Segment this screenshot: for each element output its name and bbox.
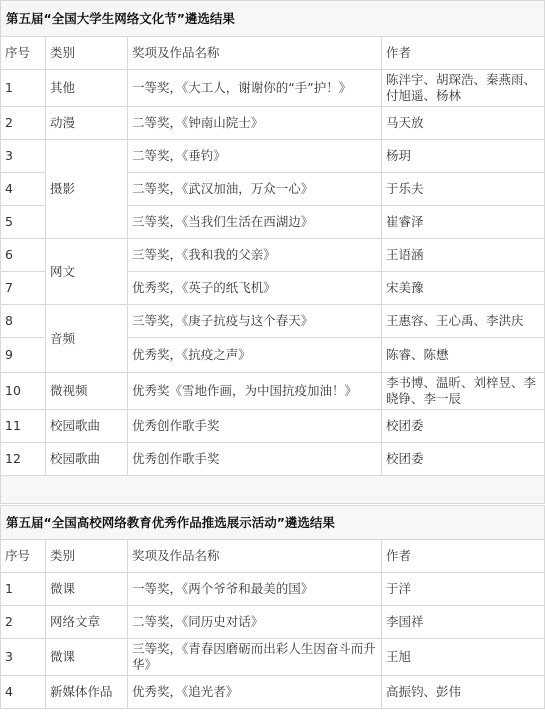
row-author: 王惠容、王心禹、李洪庆: [382, 305, 545, 338]
row-category: 微视频: [46, 373, 128, 410]
header-author: 作者: [382, 37, 545, 70]
row-award: 三等奖，《当我们生活在西湖边》: [128, 206, 382, 239]
table-row: [1, 573, 545, 606]
row-author: 王旭: [382, 639, 545, 676]
table-row: [1, 373, 545, 410]
row-no: 3: [1, 639, 46, 676]
row-category: 音频: [46, 305, 128, 373]
row-author: 于洋: [382, 573, 545, 606]
row-award: 优秀奖，《英子的纸飞机》: [128, 272, 382, 305]
results-table-education: [0, 505, 545, 709]
table-row: [1, 107, 545, 140]
row-author: 马天放: [382, 107, 545, 140]
row-category: 动漫: [46, 107, 128, 140]
table-row: [1, 305, 545, 338]
row-no: 4: [1, 173, 46, 206]
header-category: 类别: [46, 37, 128, 70]
row-author: 校团委: [382, 443, 545, 476]
row-category: 网络文章: [46, 606, 128, 639]
header-no: 序号: [1, 37, 46, 70]
row-no: 8: [1, 305, 46, 338]
row-award: 优秀创作歌手奖: [128, 410, 382, 443]
row-award: 优秀创作歌手奖: [128, 443, 382, 476]
row-no: 1: [1, 573, 46, 606]
table-row: [1, 70, 545, 107]
row-author: 陈睿、陈懋: [382, 338, 545, 373]
row-category: 微课: [46, 639, 128, 676]
row-award: 二等奖，《垂钓》: [128, 140, 382, 173]
row-no: 12: [1, 443, 46, 476]
header-category: 类别: [46, 540, 128, 573]
row-no: 5: [1, 206, 46, 239]
row-no: 1: [1, 70, 46, 107]
row-award: 二等奖，《武汉加油，万众一心》: [128, 173, 382, 206]
row-award: 三等奖，《青春因磨砺而出彩人生因奋斗而升华》: [128, 639, 382, 676]
row-author: 陈泮宇、胡琛浩、秦燕雨、付旭遥、杨林: [382, 70, 545, 107]
row-no: 6: [1, 239, 46, 272]
header-award: 奖项及作品名称: [128, 37, 382, 70]
table-row: [1, 410, 545, 443]
row-author: 校团委: [382, 410, 545, 443]
row-author: 宋美豫: [382, 272, 545, 305]
table-row: [1, 676, 545, 709]
row-award: 二等奖，《同历史对话》: [128, 606, 382, 639]
row-author: 杨玥: [382, 140, 545, 173]
row-award: 优秀奖《雪地作画，为中国抗疫加油！》: [128, 373, 382, 410]
row-no: 11: [1, 410, 46, 443]
row-category: 新媒体作品: [46, 676, 128, 709]
table-row: [1, 140, 545, 173]
row-award: 三等奖，《庚子抗疫与这个春天》: [128, 305, 382, 338]
row-no: 2: [1, 107, 46, 140]
row-author: 于乐夫: [382, 173, 545, 206]
spacer-row: [1, 476, 545, 504]
row-author: 李国祥: [382, 606, 545, 639]
row-no: 10: [1, 373, 46, 410]
row-award: 一等奖，《大工人，谢谢你的“手”护！》: [128, 70, 382, 107]
row-no: 3: [1, 140, 46, 173]
row-award: 三等奖，《我和我的父亲》: [128, 239, 382, 272]
row-award: 一等奖，《两个爷爷和最美的国》: [128, 573, 382, 606]
section-title: 第五届“全国大学生网络文化节”遴选结果: [1, 1, 545, 37]
table-title-row: [1, 1, 545, 37]
row-category: 校园歌曲: [46, 443, 128, 476]
spacer-cell: [1, 476, 545, 504]
header-row: [1, 540, 545, 573]
row-category: 摄影: [46, 140, 128, 239]
row-award: 优秀奖，《抗疫之声》: [128, 338, 382, 373]
row-author: 崔睿泽: [382, 206, 545, 239]
row-author: 高振钧、彭伟: [382, 676, 545, 709]
row-award: 优秀奖，《追光者》: [128, 676, 382, 709]
row-no: 9: [1, 338, 46, 373]
table-title-row: [1, 506, 545, 540]
header-author: 作者: [382, 540, 545, 573]
row-author: 李书博、温昕、刘梓昱、李晓铮、李一辰: [382, 373, 545, 410]
row-no: 4: [1, 676, 46, 709]
table-row: [1, 239, 545, 272]
table-row: [1, 639, 545, 676]
row-no: 7: [1, 272, 46, 305]
header-row: [1, 37, 545, 70]
row-category: 校园歌曲: [46, 410, 128, 443]
row-category: 网文: [46, 239, 128, 305]
row-author: 王语涵: [382, 239, 545, 272]
table-row: [1, 443, 545, 476]
header-no: 序号: [1, 540, 46, 573]
row-category: 微课: [46, 573, 128, 606]
row-no: 2: [1, 606, 46, 639]
table-row: [1, 606, 545, 639]
row-category: 其他: [46, 70, 128, 107]
row-award: 二等奖，《钟南山院士》: [128, 107, 382, 140]
section-title: 第五届“全国高校网络教育优秀作品推选展示活动”遴选结果: [1, 506, 545, 540]
header-award: 奖项及作品名称: [128, 540, 382, 573]
